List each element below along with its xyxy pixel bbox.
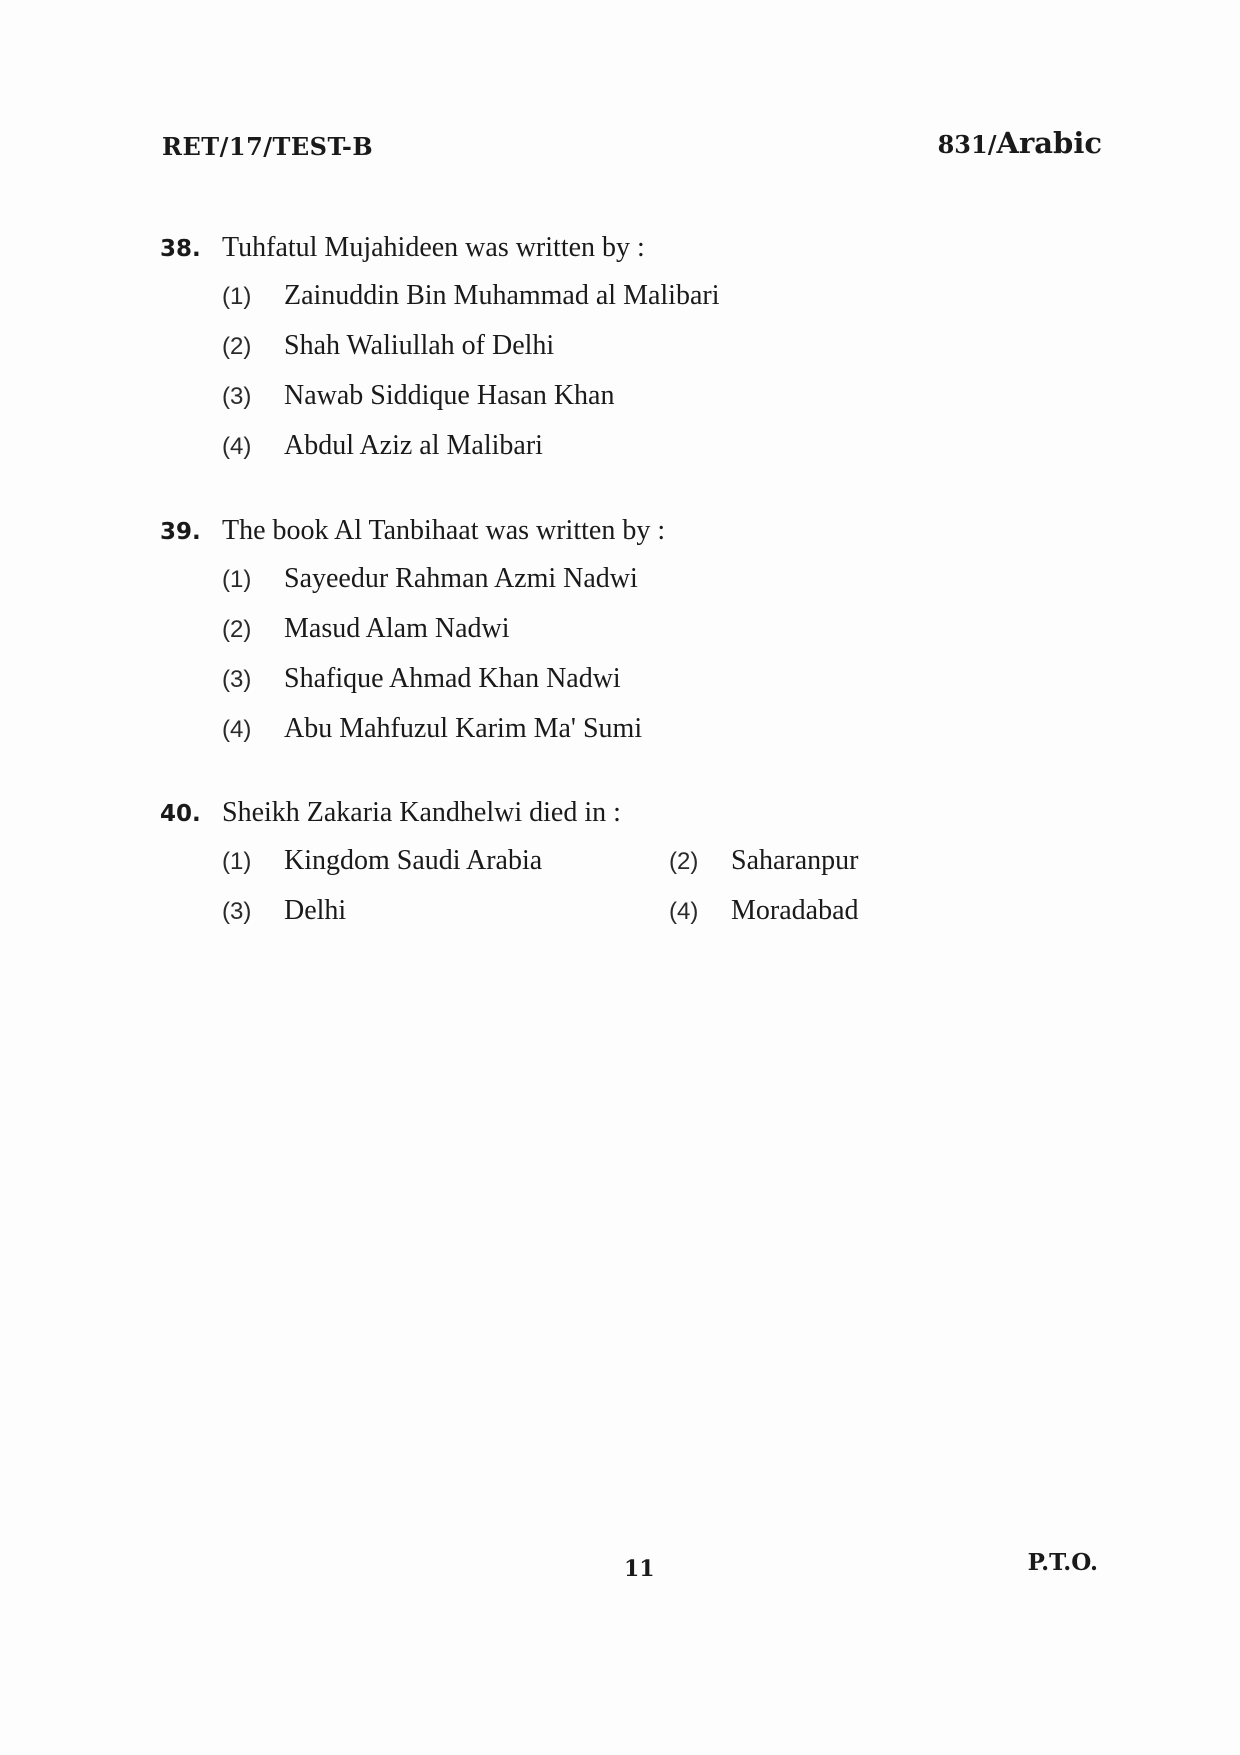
option-label: (2) bbox=[669, 848, 699, 875]
option-label: (3) bbox=[222, 898, 252, 925]
option-item bbox=[222, 710, 1120, 747]
option-text: Nawab Siddique Hasan Khan bbox=[284, 380, 615, 411]
option-label: (4) bbox=[222, 433, 252, 460]
option-list bbox=[222, 277, 1120, 464]
option-list bbox=[222, 560, 1120, 747]
subject-code bbox=[938, 126, 1102, 160]
option-text: Masud Alam Nadwi bbox=[284, 613, 510, 644]
option-text: Shafique Ahmad Khan Nadwi bbox=[284, 663, 621, 694]
option-label: (3) bbox=[222, 383, 252, 410]
question-39 bbox=[160, 515, 1120, 760]
option-label: (2) bbox=[222, 333, 252, 360]
option-text: Abdul Aziz al Malibari bbox=[284, 430, 543, 461]
option-text: Moradabad bbox=[731, 895, 859, 926]
option-text: Kingdom Saudi Arabia bbox=[284, 845, 543, 876]
option-text: Delhi bbox=[284, 895, 347, 926]
option-label: (1) bbox=[222, 283, 252, 310]
option-label: (2) bbox=[222, 616, 252, 643]
option-text: Saharanpur bbox=[731, 845, 859, 876]
option-label: (1) bbox=[222, 566, 252, 593]
question-number: 39. bbox=[160, 519, 201, 545]
option-item bbox=[222, 842, 669, 879]
option-label: (1) bbox=[222, 848, 252, 875]
question-number: 38. bbox=[160, 236, 201, 262]
question-text: The book Al Tanbihaat was written by : bbox=[222, 515, 666, 546]
question-40 bbox=[160, 797, 1120, 942]
option-item bbox=[669, 842, 969, 879]
question-stem bbox=[160, 797, 1120, 829]
option-item bbox=[669, 892, 969, 929]
option-text: Abu Mahfuzul Karim Ma' Sumi bbox=[284, 713, 643, 744]
test-code: RET/17/TEST-B bbox=[162, 132, 374, 161]
option-grid bbox=[222, 842, 1120, 942]
question-number: 40. bbox=[160, 801, 201, 827]
pto-label: P.T.O. bbox=[1027, 1549, 1098, 1576]
question-text: Sheikh Zakaria Kandhelwi died in : bbox=[222, 797, 621, 828]
option-item bbox=[222, 427, 1120, 464]
option-item bbox=[222, 277, 1120, 314]
option-text: Zainuddin Bin Muhammad al Malibari bbox=[284, 280, 720, 311]
option-text: Sayeedur Rahman Azmi Nadwi bbox=[284, 563, 638, 594]
option-item bbox=[222, 660, 1120, 697]
option-text: Shah Waliullah of Delhi bbox=[284, 330, 555, 361]
question-stem bbox=[160, 515, 1120, 547]
subject-name: Arabic bbox=[996, 126, 1102, 160]
page-number: 11 bbox=[624, 1556, 655, 1582]
question-text: Tuhfatul Mujahideen was written by : bbox=[222, 232, 645, 263]
question-stem bbox=[160, 232, 1120, 264]
option-item bbox=[222, 892, 669, 929]
option-item bbox=[222, 327, 1120, 364]
option-label: (3) bbox=[222, 666, 252, 693]
option-item bbox=[222, 377, 1120, 414]
option-item bbox=[222, 610, 1120, 647]
option-item bbox=[222, 560, 1120, 597]
option-label: (4) bbox=[222, 716, 252, 743]
option-label: (4) bbox=[669, 898, 699, 925]
paper-code: 831/ bbox=[937, 130, 997, 159]
question-38 bbox=[160, 232, 1120, 477]
